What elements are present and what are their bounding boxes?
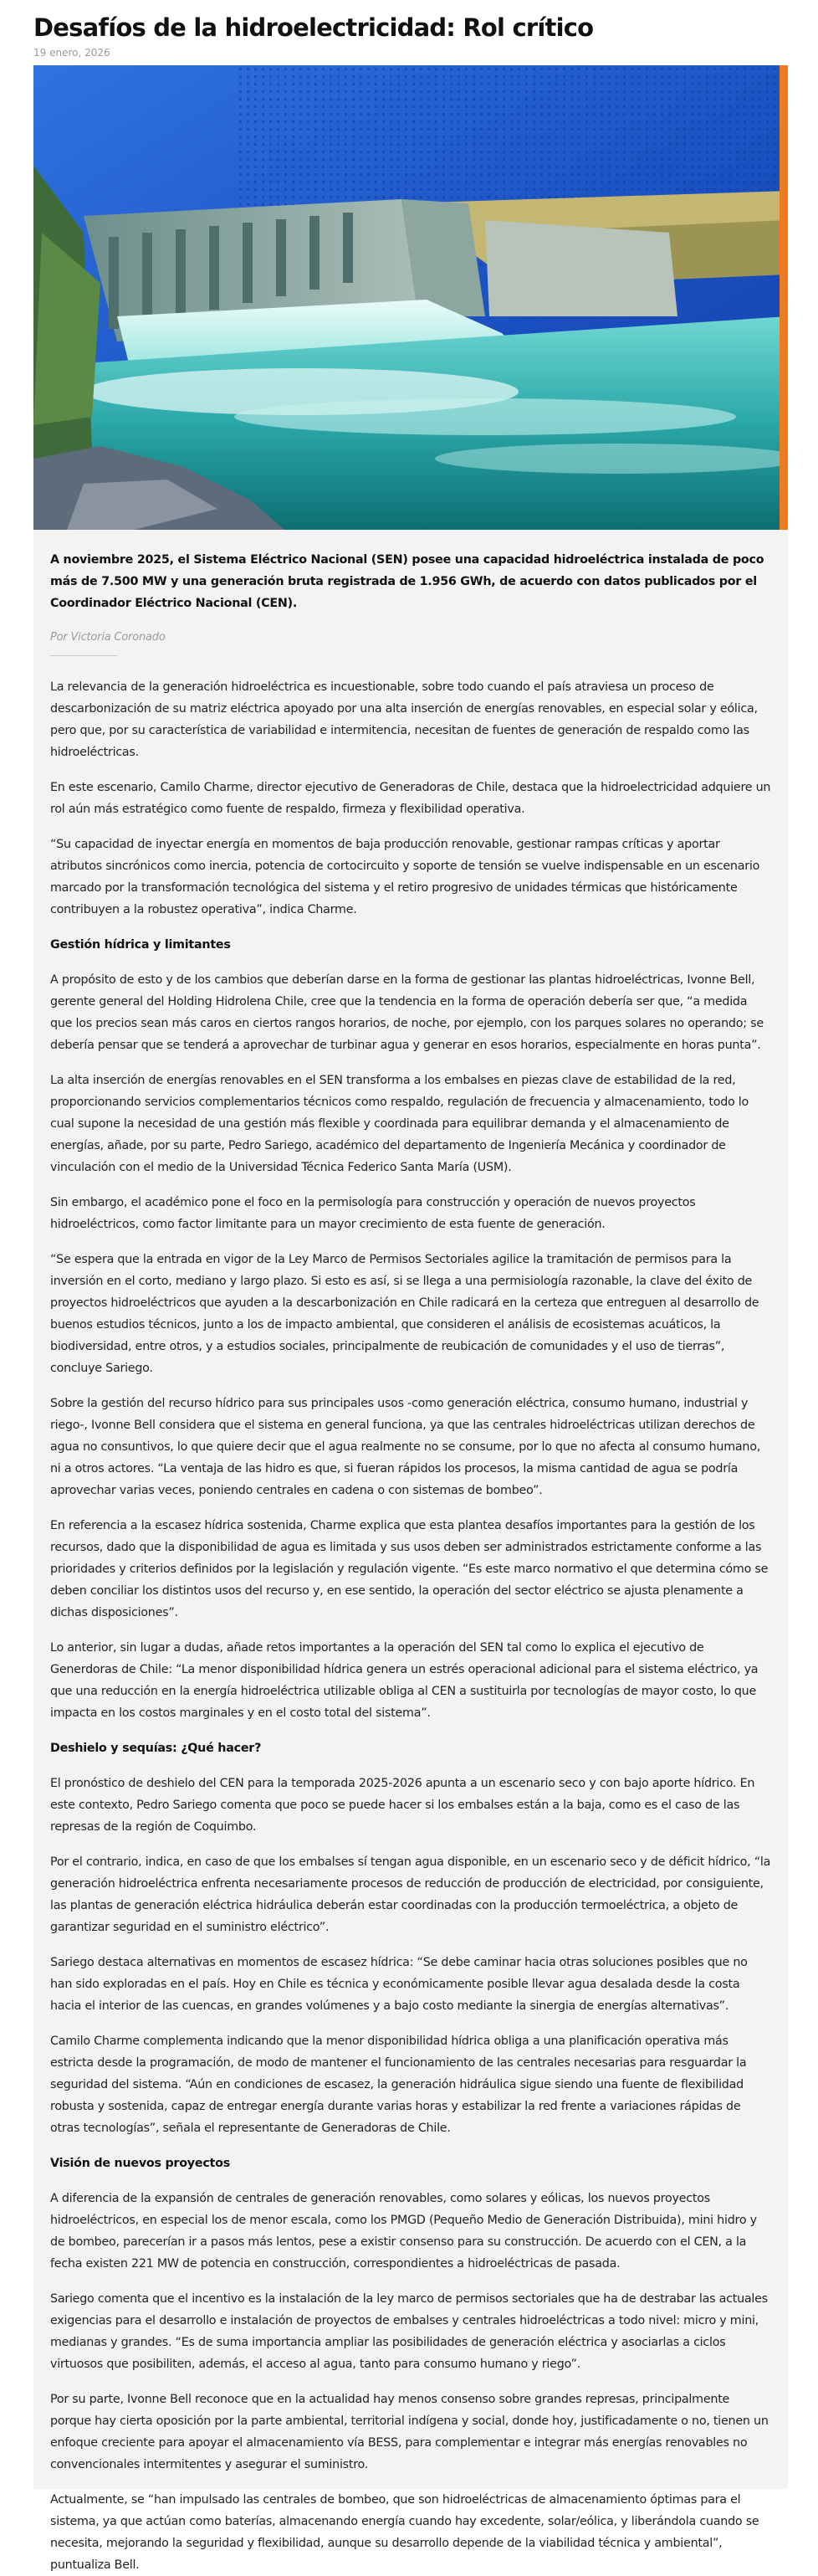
- lead-paragraph: A noviembre 2025, el Sistema Eléctrico Nacional (SEN) posee una capacidad hidroeléctrica instalada de poco más de 7.500 MW y una generación bruta registrada de 1.956 GWh, de acuerdo con datos publicados por el Coordinador Eléctrico Nacional (CEN).: [50, 553, 764, 610]
- body-paragraph: Sariego destaca alternativas en momentos de escasez hídrica: “Se debe caminar hacia otras soluciones posibles que no han sido exploradas en el país. Hoy en Chile es técnica y económicamente posible llevar agua desalada desde la costa hacia el interior de las cuencas, en grandes volúmenes y a bajo costo mediante la sinergia de energías alternativas”.: [50, 1956, 748, 2013]
- section-heading: Gestión hídrica y limitantes: [50, 938, 231, 952]
- article-body-card: [33, 530, 788, 2572]
- article-body: [50, 676, 771, 2576]
- body-paragraph: A propósito de esto y de los cambios que deberían darse en la forma de gestionar las plantas hidroeléctricas, Ivonne Bell, gerente general del Holding Hidrolena Chile, cree que la tendencia en la forma de operación debería ser que, “a medida que los precios sean más caros en ciertos rangos horarios, de noche, por ejemplo, con los parques solares no operando; se debería pensar que se tenderá a aprovechar de turbinar agua y generar en esos horarios, especialmente en horas punta”.: [50, 973, 764, 1052]
- body-paragraph: La alta inserción de energías renovables en el SEN transforma a los embalses en piezas clave de estabilidad de la red, proporcionando servicios complementarios técnicos como respaldo, regulación de frecuencia y almacenamiento, todo lo cual supone la necesidad de una gestión más flexible y coordinada para equilibrar demanda y el almacenamiento de energías, añade, por su parte, Pedro Sariego, académico del departamento de Ingeniería Mecánica y coordinador de vinculación con el medio de la Universidad Técnica Federico Santa María (USM).: [50, 1074, 749, 1174]
- body-paragraph: En este escenario, Camilo Charme, director ejecutivo de Generadoras de Chile, destaca que la hidroelectricidad adquiere un rol aún más estratégico como fuente de respaldo, firmeza y flexibilidad operativa.: [50, 781, 771, 816]
- hero-image: [33, 65, 788, 530]
- body-paragraph: Sobre la gestión del recurso hídrico para sus principales usos -como generación eléctrica, consumo humano, industrial y riego-, Ivonne Bell considera que el sistema en general funciona, ya que las centrales hidroeléctricas utilizan derechos de agua no consuntivos, lo que quiere decir que el agua realmente no se consume, por lo que no afecta al consumo humano, ni a otros actores. “La ventaja de las hidro es que, si fueran rápidos los procesos, la misma cantidad de agua se podría aprovechar varias veces, poniendo centrales en cadena o con sistemas de bombeo”.: [50, 1397, 761, 1497]
- body-paragraph: “Se espera que la entrada en vigor de la Ley Marco de Permisos Sectoriales agilice la tramitación de permisos para la inversión en el corto, mediano y largo plazo. Si esto es así, si se llega a una permisiología razonable, la clave del éxito de proyectos hidroeléctricos que ayuden a la descarbonización en Chile radicará en la certeza que entreguen al desarrollo de buenos estudios técnicos, junto a los de impacto ambiental, que consideren el análisis de ecosistemas acuáticos, la biodiversidad, entre otros, y a estudios sociales, principalmente de reubicación de comunidades y el uso de tierras”, concluye Sariego.: [50, 1253, 759, 1375]
- body-paragraph: Sin embargo, el académico pone el foco en la permisología para construcción y operación de nuevos proyectos hidroeléctricos, como factor limitante para un mayor crecimiento de esta fuente de generación.: [50, 1196, 696, 1231]
- body-paragraph: Camilo Charme complementa indicando que la menor disponibilidad hídrica obliga a una planificación operativa más estricta desde la programación, de modo de mantener el funcionamiento de las centrales necesarias para resguardar la seguridad del sistema. “Aún en condiciones de escasez, la generación hidráulica sigue siendo una fuente de flexibilidad robusta y sostenida, capaz de entregar energía durante varias horas y estabilizar la red frente a variaciones rápidas de otras tecnologías”, señala el representante de Generadoras de Chile.: [50, 2035, 747, 2135]
- body-paragraph: Sariego comenta que el incentivo es la instalación de la ley marco de permisos sectoriales que ha de destrabar las actuales exigencias para el desarrollo e instalación de proyectos de embalses y centrales hidroeléctricas a todo nivel: micro y mini, medianas y grandes. “Es de suma importancia ampliar las posibilidades de generación eléctrica y asociarlas a ciclos virtuosos que posibiliten, además, el acceso al agua, tanto para consumo humano y riego”.: [50, 2292, 768, 2371]
- page-title: Desafíos de la hidroelectricidad: Rol crítico: [33, 13, 594, 42]
- body-paragraph: Lo anterior, sin lugar a dudas, añade retos importantes a la operación del SEN tal como lo explica el ejecutivo de Generdoras de Chile: “La menor disponibilidad hídrica genera un estrés operacional adicional para el sistema eléctrico, ya que una reducción en la energía hidroeléctrica utilizable obliga al CEN a sustituirla por tecnologías de mayor costo, lo que impacta en los costos marginales y en el costo total del sistema”.: [50, 1641, 759, 1720]
- accent-stripe: [780, 65, 788, 530]
- body-paragraph: “Su capacidad de inyectar energía en momentos de baja producción renovable, gestionar rampas críticas y aportar atributos sincrónicos como inercia, potencia de cortocircuito y soporte de tensión se vuelve indispensable en un escenario marcado por la transformación tecnológica del sistema y el retiro progresivo de unidades térmicas que históricamente contribuyen a la robustez operativa”, indica Charme.: [50, 838, 760, 916]
- body-paragraph: El pronóstico de deshielo del CEN para la temporada 2025-2026 apunta a un escenario seco y con bajo aporte hídrico. En este contexto, Pedro Sariego comenta que poco se puede hacer si los embalses están a la baja, como es el caso de las represas de la región de Coquimbo.: [50, 1777, 755, 1834]
- body-paragraph: Actualmente, se “han impulsado las centrales de bombeo, que son hidroeléctricas de almacenamiento óptimas para el sistema, ya que actúan como baterías, almacenando energía cuando hay excedente, solar/eólica, y liberándola cuando se necesita, mejorando la seguridad y flexibilidad, aunque su desarrollo depende de la viabilidad técnica y ambiental”, puntualiza Bell.: [50, 2493, 759, 2572]
- body-paragraph: Por el contrario, indica, en caso de que los embalses sí tengan agua disponible, en un escenario seco y de déficit hídrico, “la generación hidroeléctrica enfrenta necesariamente procesos de reducción de producción de electricidad, por consiguiente, las plantas de generación eléctrica hidráulica deberán estar coordinadas con la producción termoeléctrica, a objeto de garantizar seguridad en el suministro eléctrico”.: [50, 1855, 771, 1934]
- section-heading: Visión de nuevos proyectos: [50, 2157, 230, 2170]
- body-paragraph: A diferencia de la expansión de centrales de generación renovables, como solares y eólicas, los nuevos proyectos hidroeléctricos, en especial los de menor escala, como los PMGD (Pequeño Medio de Generación Distribuida), mini hidro y de bombeo, parecerían ir a pasos más lentos, pese a existir consenso para su construcción. De acuerdo con el CEN, a la fecha existen 221 MW de potencia en construcción, correspondientes a hidroeléctricas de pasada.: [50, 2192, 757, 2271]
- body-paragraph: Por su parte, Ivonne Bell reconoce que en la actualidad hay menos consenso sobre grandes represas, principalmente porque hay cierta oposición por la parte ambiental, territorial indígena y social, donde hoy, justificadamente o no, tienen un enfoque creciente para apoyar el almacenamiento vía BESS, para complementar e integrar más energías renovables no convencionales intermitentes y asegurar el suministro.: [50, 2393, 769, 2471]
- publish-date: 19 enero, 2026: [33, 47, 110, 59]
- body-paragraph: La relevancia de la generación hidroeléctrica es incuestionable, sobre todo cuando el país atraviesa un proceso de descarbonización de su matriz eléctrica apoyado por una alta inserción de energías renovables, en especial solar y eólica, pero que, por su característica de variabilidad e intermitencia, necesitan de fuentes de generación de respaldo como las hidroeléctricas.: [50, 680, 758, 759]
- section-heading: Deshielo y sequías: ¿Qué hacer?: [50, 1742, 262, 1755]
- body-paragraph: En referencia a la escasez hídrica sostenida, Charme explica que esta plantea desafíos importantes para la gestión de los recursos, dado que la disponibilidad de agua es limitada y sus usos deben ser administrados estrictamente conforme a las prioridades y criterios definidos por la legislación y regulación vigente. “Es este marco normativo el que determina cómo se deben conciliar los distintos usos del recurso y, en ese sentido, la operación del sector eléctrico se ajusta plenamente a dichas disposiciones”.: [50, 1519, 769, 1619]
- byline: Por Victoria Coronado: [50, 631, 166, 644]
- byline-divider: [50, 655, 117, 656]
- dam-photo-icon: [33, 65, 788, 530]
